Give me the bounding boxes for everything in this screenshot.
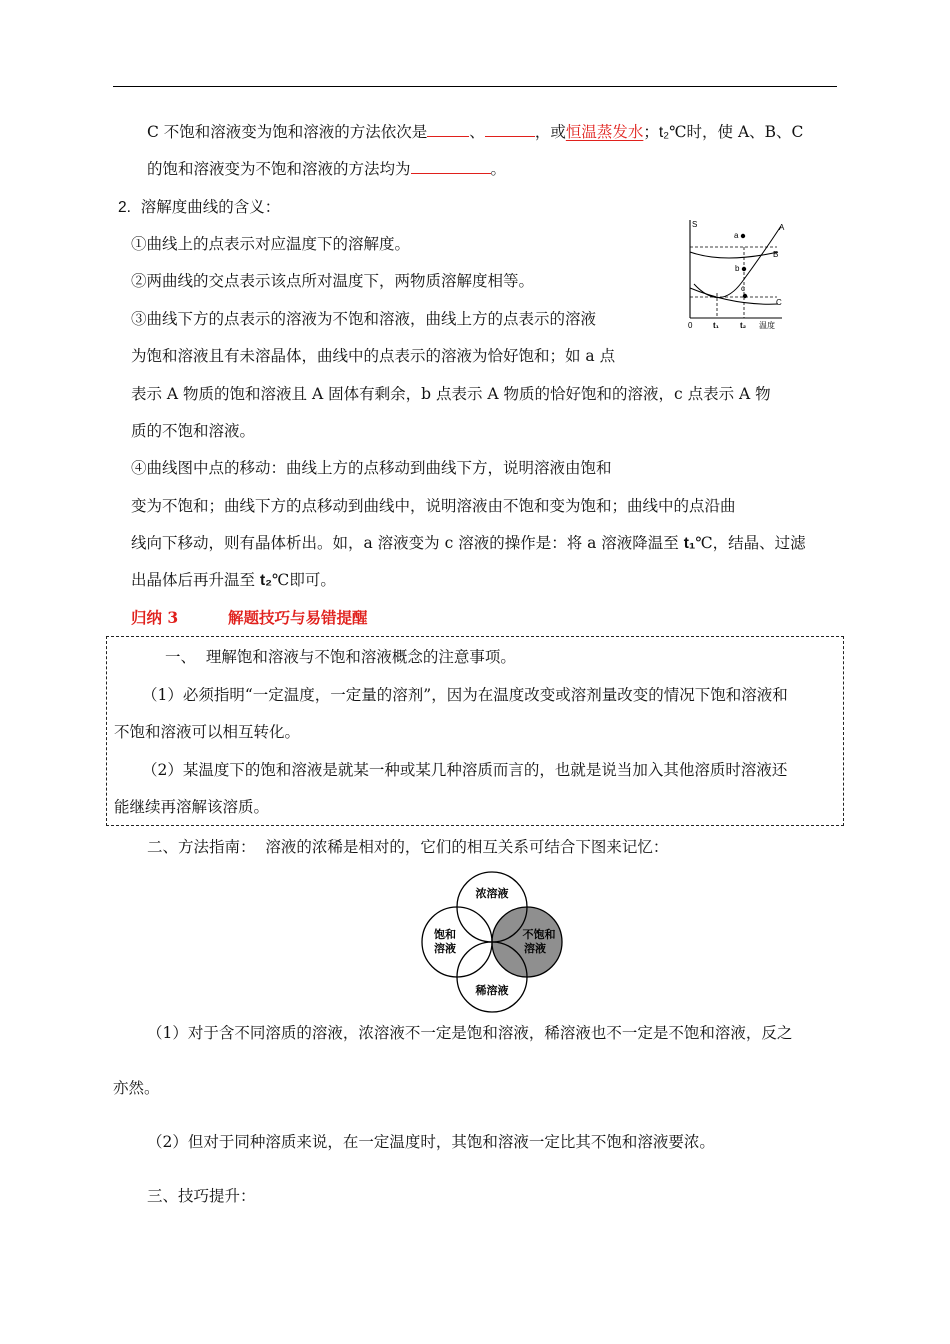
summary3-label: 归纳 3	[131, 608, 179, 627]
curve-label-b: B	[773, 250, 779, 259]
x-tick-t1: t₁	[713, 321, 719, 330]
venn-circle-dilute	[457, 942, 527, 1012]
section2-item-3-cont2: 表示 A 物质的饱和溶液且 A 固体有剩余，b 点表示 A 物质的恰好饱和的溶液，c 点表示 A 物	[131, 385, 771, 403]
curve-b	[690, 252, 778, 258]
section2-item-3-cont3: 质的不饱和溶液。	[131, 422, 256, 440]
box-heading: 一、 理解饱和溶液与不饱和溶液概念的注意事项。	[165, 648, 516, 666]
venn-label-unsaturated-1: 不饱和	[522, 928, 556, 941]
venn-label-unsaturated-2: 溶液	[524, 942, 546, 955]
point-label-b: b	[735, 264, 740, 273]
methods-line: 二、方法指南： 溶液的浓稀是相对的，它们的相互关系可结合下图来记忆：	[147, 838, 669, 856]
para1-line2: 的饱和溶液变为不饱和溶液的方法均为 。	[147, 160, 507, 178]
section2-heading: 2. 溶解度曲线的含义：	[118, 198, 281, 216]
section2-item-4: ④曲线图中点的移动：曲线上方的点移动到曲线下方，说明溶液由饱和	[131, 459, 612, 477]
point-a	[741, 234, 745, 238]
summary3-title: 解题技巧与易错提醒	[228, 608, 368, 627]
curve-label-a: A	[779, 223, 785, 232]
box-p2-line1: （2）某温度下的饱和溶液是就某一种或某几种溶质而言的，也就是说当加入其他溶质时溶液还	[142, 761, 788, 779]
section2-item-3-cont: 为饱和溶液且有未溶晶体，曲线中的点表示的溶液为恰好饱和；如 a 点	[131, 347, 616, 365]
section2-item-4-cont2: 线向下移动，则有晶体析出。如，a 溶液变为 c 溶液的操作是：将 a 溶液降温至 t₁℃，结晶、过滤	[131, 534, 806, 552]
answer-evaporate: 恒温蒸发水	[565, 123, 644, 141]
venn-label-saturated-2: 溶液	[434, 942, 456, 955]
curve-label-c: C	[776, 298, 782, 307]
para1-line1: C 不饱和溶液变为饱和溶液的方法依次是 、 ，或恒温蒸发水；t₂℃时，使 A、B、C	[147, 123, 804, 141]
x-origin-label: 0	[688, 321, 693, 330]
answer-blank-2	[485, 122, 535, 137]
venn-label-saturated-1: 饱和	[434, 928, 456, 941]
point-label-a: a	[734, 231, 739, 240]
box-p1-line2: 不饱和溶液可以相互转化。	[114, 723, 301, 741]
venn-circle-saturated	[422, 907, 492, 977]
venn-label-dilute: 稀溶液	[475, 984, 509, 997]
section2-item-1: ①曲线上的点表示对应温度下的溶解度。	[131, 235, 411, 253]
point-label-c: c	[741, 284, 745, 293]
section3-heading: 三、技巧提升：	[147, 1187, 256, 1205]
box-p1-line1: （1）必须指明“一定温度，一定量的溶剂”，因为在温度改变或溶剂量改变的情况下饱和溶液和	[142, 686, 788, 704]
header-rule	[113, 86, 837, 87]
point-b	[742, 267, 746, 271]
y-axis-label: S	[692, 220, 698, 229]
solubility-curve-graph	[684, 214, 788, 332]
note1-line1: （1）对于含不同溶质的溶液，浓溶液不一定是饱和溶液，稀溶液也不一定是不饱和溶液，反之	[147, 1024, 793, 1042]
section2-item-4-cont3: 出晶体后再升温至 t₂℃即可。	[131, 571, 336, 589]
box-p2-line2: 能继续再溶解该溶质。	[114, 798, 270, 816]
answer-blank-3	[411, 159, 491, 174]
concentration-venn-diagram	[414, 866, 574, 1016]
section2-item-3: ③曲线下方的点表示的溶液为不饱和溶液，曲线上方的点表示的溶液	[131, 310, 597, 328]
note2: （2）但对于同种溶质来说，在一定温度时，其饱和溶液一定比其不饱和溶液要浓。	[147, 1133, 715, 1151]
answer-blank-1	[427, 122, 469, 137]
venn-label-concentrated: 浓溶液	[475, 887, 509, 900]
note1-line2: 亦然。	[113, 1079, 160, 1097]
section2-item-4-cont: 变为不饱和；曲线下方的点移动到曲线中，说明溶液由不饱和变为饱和；曲线中的点沿曲	[131, 497, 736, 515]
x-axis-label: 温度	[759, 321, 775, 330]
venn-circle-concentrated	[457, 872, 527, 942]
section2-item-2: ②两曲线的交点表示该点所对温度下，两物质溶解度相等。	[131, 272, 535, 290]
x-tick-t2: t₂	[740, 321, 747, 330]
point-c	[743, 294, 747, 298]
